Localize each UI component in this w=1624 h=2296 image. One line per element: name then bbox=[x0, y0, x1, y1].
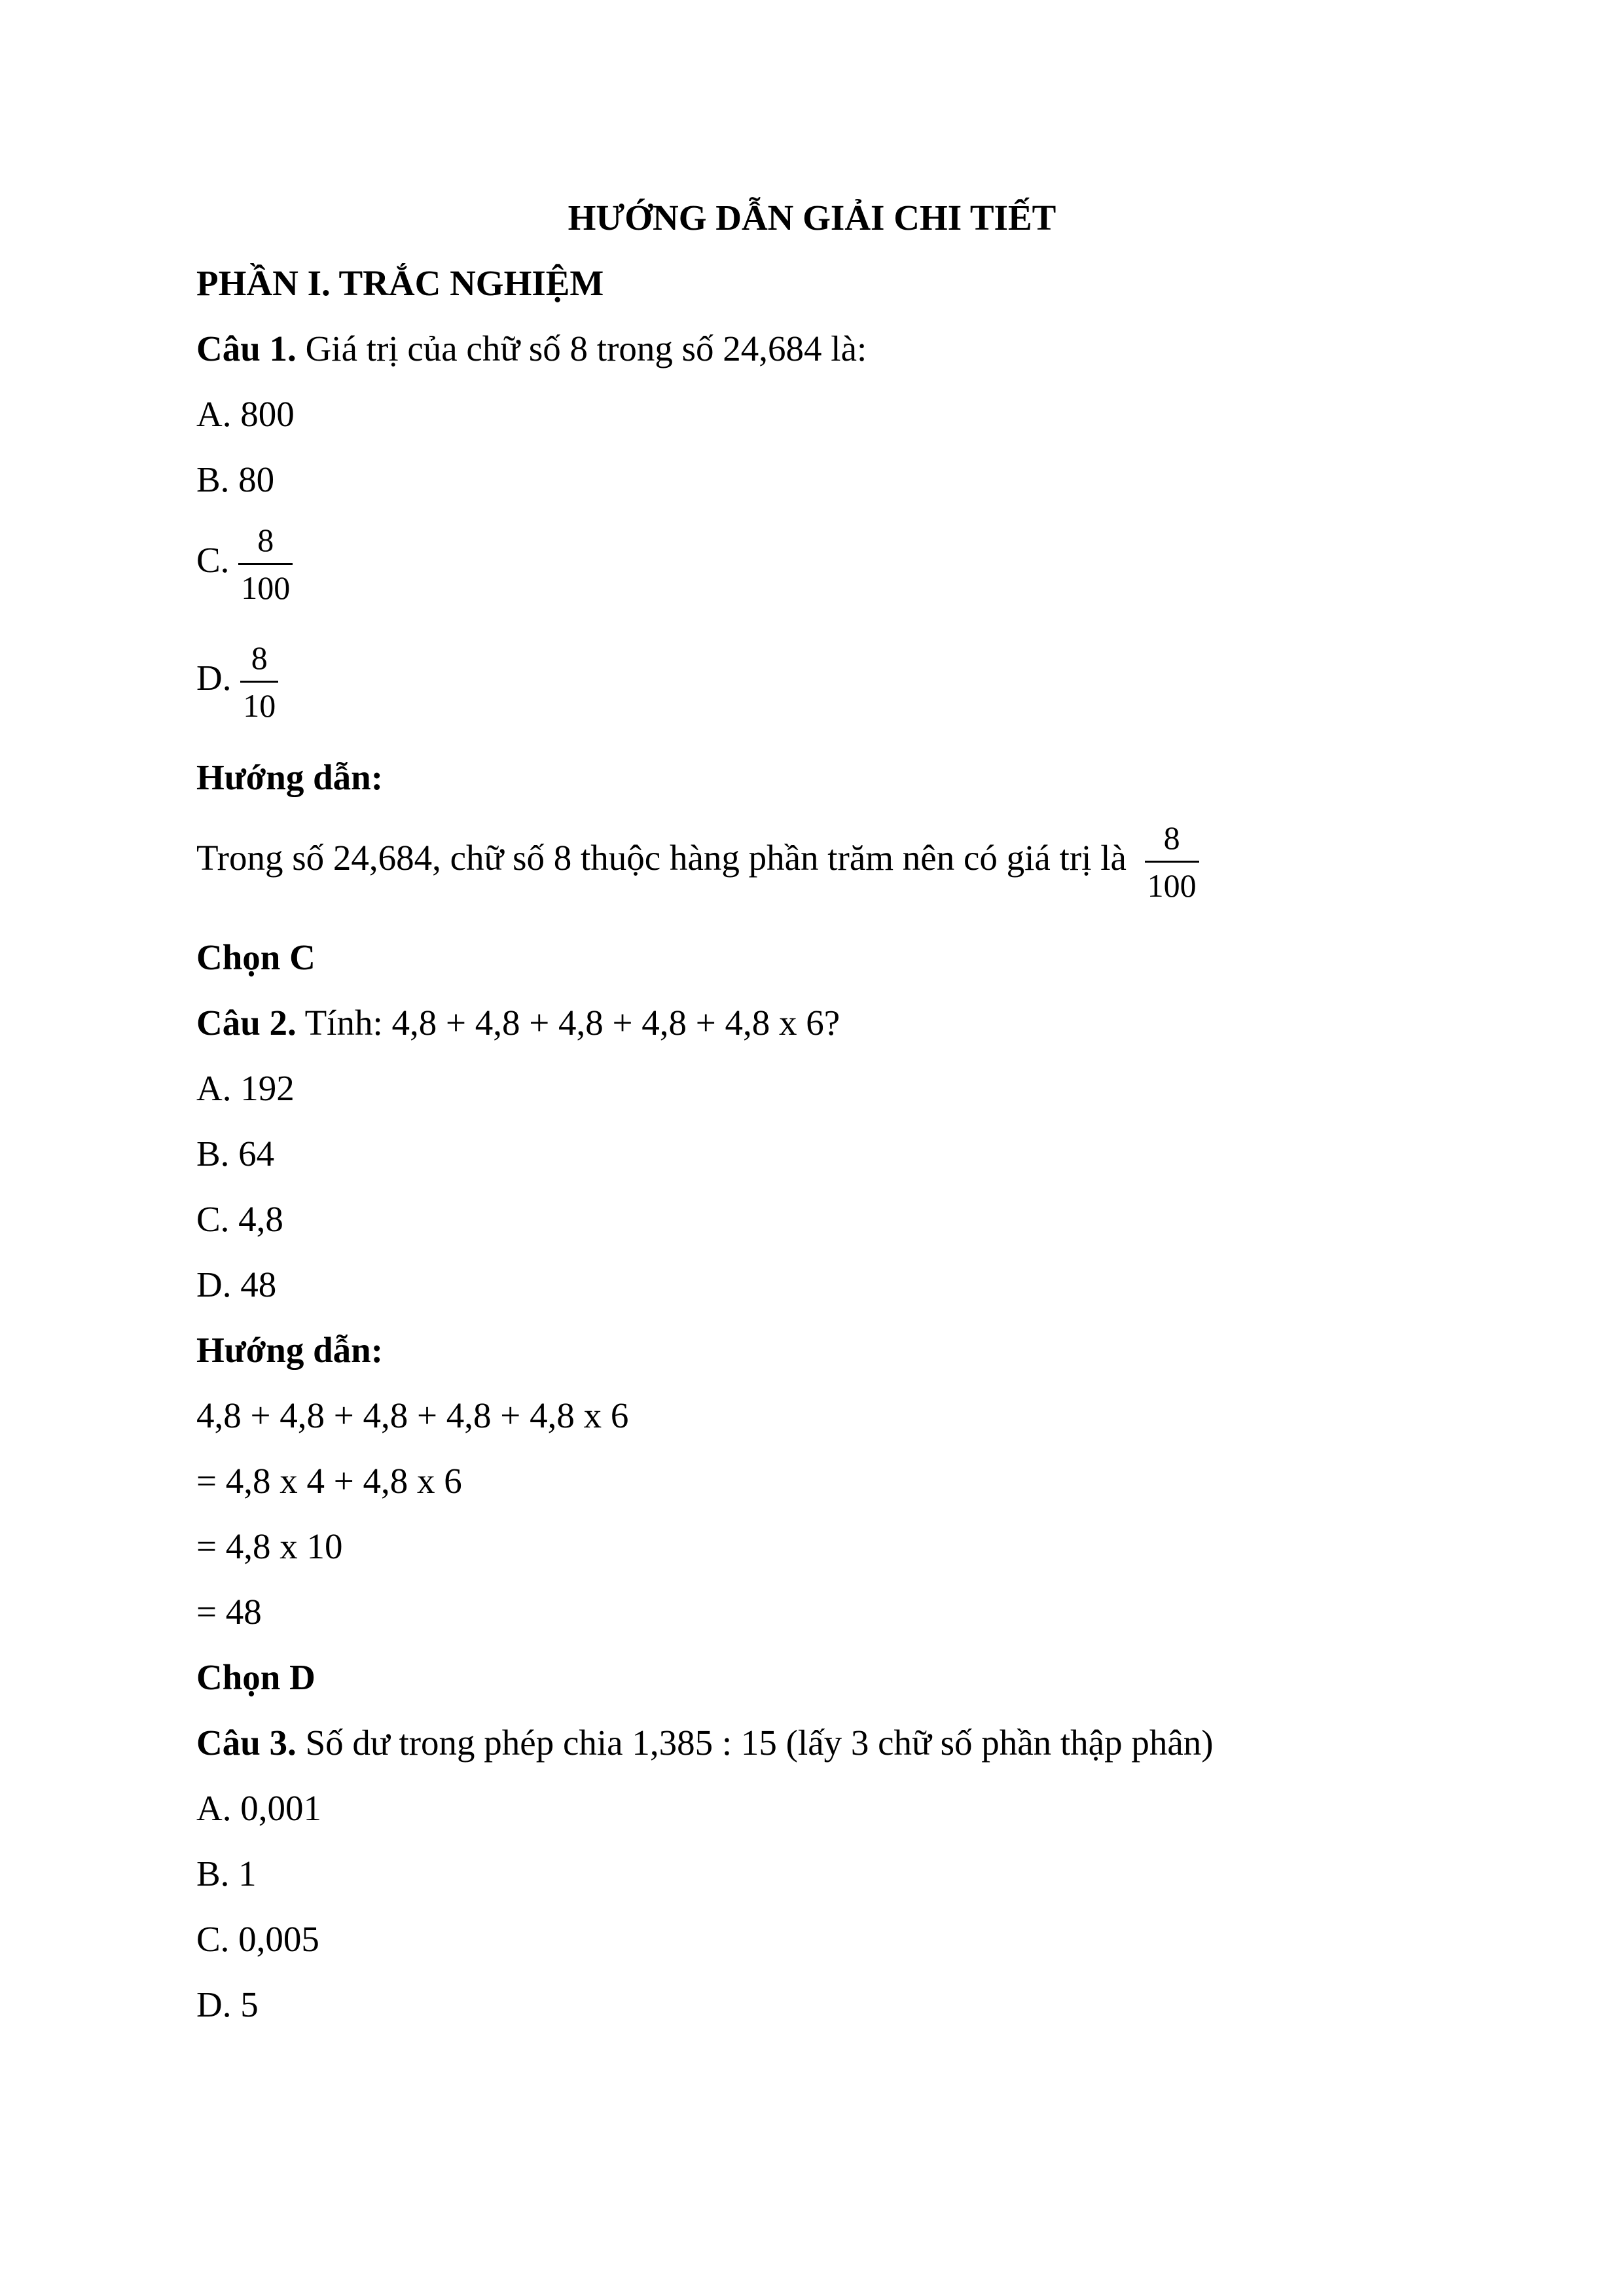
fraction-numerator: 8 bbox=[1163, 819, 1180, 856]
q2-step: = 48 bbox=[196, 1592, 262, 1632]
question-1-text: Giá trị của chữ số 8 trong số 24,684 là: bbox=[305, 329, 867, 368]
q2-option-d: D. 48 bbox=[196, 1265, 277, 1304]
question-2-text: Tính: 4,8 + 4,8 + 4,8 + 4,8 + 4,8 x 6? bbox=[304, 1003, 840, 1043]
q1-option-d-prefix: D. bbox=[196, 658, 232, 698]
q3-option-c: C. 0,005 bbox=[196, 1919, 319, 1959]
page-title: HƯỚNG DẪN GIẢI CHI TIẾT bbox=[568, 198, 1056, 238]
q1-guide-sentence: Trong số 24,684, chữ số 8 thuộc hàng phần trăm nên có giá trị là bbox=[196, 838, 1127, 878]
fraction-denominator: 100 bbox=[1145, 861, 1199, 902]
q1-guide-text bbox=[196, 821, 1199, 902]
q1-option-d bbox=[196, 641, 278, 722]
question-2-label: Câu 2. bbox=[196, 1003, 297, 1043]
fraction-denominator: 10 bbox=[240, 681, 278, 722]
question-3-text: Số dư trong phép chia 1,385 : 15 (lấy 3 chữ số phần thập phân) bbox=[305, 1723, 1214, 1763]
q1-guide-label: Hướng dẫn: bbox=[196, 757, 384, 797]
question-3-label: Câu 3. bbox=[196, 1723, 297, 1763]
q2-answer: Chọn D bbox=[196, 1657, 316, 1697]
q1-option-c bbox=[196, 524, 293, 604]
q1-option-d-fraction bbox=[240, 641, 278, 722]
fraction-denominator: 100 bbox=[238, 563, 293, 604]
fraction-numerator: 8 bbox=[257, 522, 274, 558]
q3-option-b: B. 1 bbox=[196, 1854, 257, 1893]
q2-step: 4,8 + 4,8 + 4,8 + 4,8 + 4,8 x 6 bbox=[196, 1395, 629, 1435]
q3-option-a: A. 0,001 bbox=[196, 1788, 321, 1828]
q1-option-b: B. 80 bbox=[196, 459, 275, 499]
q2-option-c: C. 4,8 bbox=[196, 1199, 283, 1239]
fraction-numerator: 8 bbox=[251, 639, 268, 676]
q1-option-c-prefix: C. bbox=[196, 540, 230, 581]
q2-option-b: B. 64 bbox=[196, 1134, 275, 1174]
q2-guide-label: Hướng dẫn: bbox=[196, 1330, 384, 1370]
section-heading: PHẦN I. TRẮC NGHIỆM bbox=[196, 263, 604, 303]
q2-step: = 4,8 x 4 + 4,8 x 6 bbox=[196, 1461, 462, 1501]
question-1 bbox=[196, 331, 867, 367]
question-3 bbox=[196, 1725, 1214, 1761]
q1-option-c-fraction bbox=[238, 524, 293, 604]
q3-option-d: D. 5 bbox=[196, 1984, 259, 2024]
q2-step: = 4,8 x 10 bbox=[196, 1526, 343, 1566]
question-2 bbox=[196, 1005, 840, 1041]
q2-option-a: A. 192 bbox=[196, 1068, 295, 1108]
q1-answer: Chọn C bbox=[196, 937, 316, 977]
q1-guide-fraction bbox=[1145, 821, 1199, 902]
q1-option-a: A. 800 bbox=[196, 394, 295, 434]
question-1-label: Câu 1. bbox=[196, 329, 297, 368]
